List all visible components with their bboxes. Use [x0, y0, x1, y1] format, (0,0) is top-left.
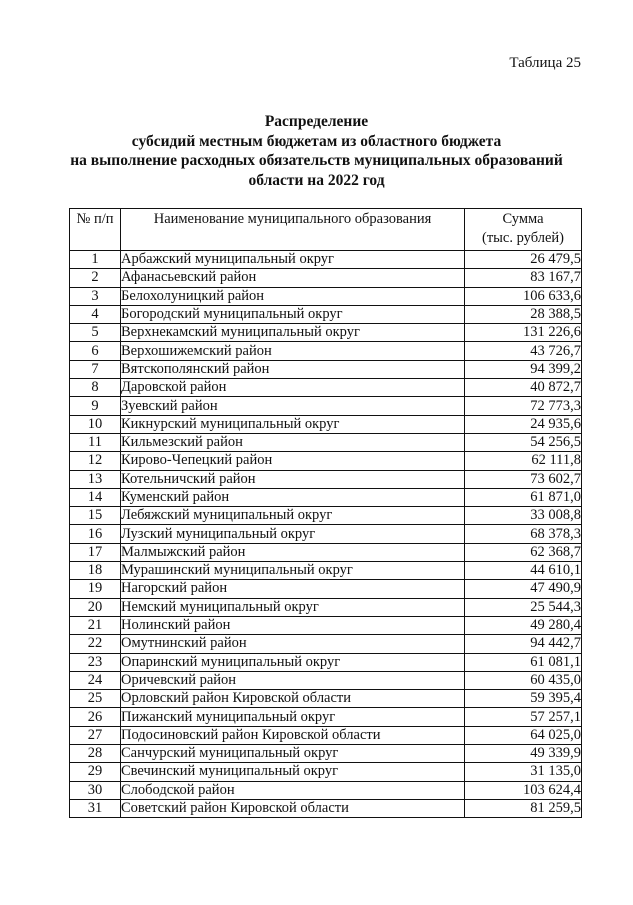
amount-cell: 131 226,6 [465, 324, 582, 342]
row-number-cell: 8 [70, 379, 121, 397]
table-row [70, 708, 582, 726]
amount-cell: 54 256,5 [465, 433, 582, 451]
row-number-cell: 20 [70, 598, 121, 616]
amount-cell: 83 167,7 [465, 269, 582, 287]
amount-cell: 28 388,5 [465, 305, 582, 323]
municipality-name-cell: Даровской район [121, 379, 465, 397]
table-row [70, 726, 582, 744]
title-line: Распределение [264, 113, 369, 130]
table-header-row [70, 209, 582, 251]
municipality-name-cell: Кирово-Чепецкий район [121, 452, 465, 470]
title-line: субсидий местным бюджетам из областного бюджета [131, 132, 502, 150]
amount-cell: 62 111,8 [465, 452, 582, 470]
municipality-name-cell: Лебяжский муниципальный округ [121, 507, 465, 525]
row-number-cell: 9 [70, 397, 121, 415]
row-number-cell: 21 [70, 616, 121, 634]
table-row [70, 598, 582, 616]
municipality-name-cell: Санчурский муниципальный округ [121, 745, 465, 763]
table-row [70, 324, 582, 342]
table-row [70, 525, 582, 543]
municipality-name-cell: Слободской район [121, 781, 465, 799]
row-number-cell: 17 [70, 543, 121, 561]
table-row [70, 251, 582, 269]
municipality-name-cell: Верхнекамский муниципальный округ [121, 324, 465, 342]
municipality-name-cell: Верхошижемский район [121, 342, 465, 360]
row-number-cell: 30 [70, 781, 121, 799]
row-number-cell: 15 [70, 507, 121, 525]
header-sum [465, 209, 582, 251]
municipality-name-cell: Кильмезский район [121, 433, 465, 451]
table-row [70, 433, 582, 451]
title-line: на выполнение расходных обязательств муниципальных образований [70, 152, 563, 169]
municipality-name-cell: Богородский муниципальный округ [121, 305, 465, 323]
amount-cell: 103 624,4 [465, 781, 582, 799]
amount-cell: 94 399,2 [465, 360, 582, 378]
table-row [70, 305, 582, 323]
title-line: области на 2022 год [248, 171, 385, 189]
municipality-name-cell: Афанасьевский район [121, 269, 465, 287]
row-number-cell: 29 [70, 763, 121, 781]
table-row [70, 781, 582, 799]
row-number-cell: 5 [70, 324, 121, 342]
row-number-cell: 25 [70, 690, 121, 708]
row-number-cell: 22 [70, 635, 121, 653]
table-row [70, 287, 582, 305]
table-row [70, 653, 582, 671]
header-sum-unit: (тыс. рублей) [482, 230, 564, 246]
table-number-label: Таблица 25 [509, 55, 581, 71]
municipality-name-cell: Свечинский муниципальный округ [121, 763, 465, 781]
row-number-cell: 4 [70, 305, 121, 323]
row-number-cell: 28 [70, 745, 121, 763]
amount-cell: 33 008,8 [465, 507, 582, 525]
table-row [70, 671, 582, 689]
row-number-cell: 24 [70, 671, 121, 689]
amount-cell: 43 726,7 [465, 342, 582, 360]
amount-cell: 44 610,1 [465, 562, 582, 580]
amount-cell: 57 257,1 [465, 708, 582, 726]
table-row [70, 470, 582, 488]
row-number-cell: 16 [70, 525, 121, 543]
header-name: Наименование муниципального образования [121, 209, 465, 251]
amount-cell: 64 025,0 [465, 726, 582, 744]
amount-cell: 61 871,0 [465, 488, 582, 506]
row-number-cell: 1 [70, 251, 121, 269]
row-number-cell: 13 [70, 470, 121, 488]
table-row [70, 580, 582, 598]
row-number-cell: 26 [70, 708, 121, 726]
amount-cell: 72 773,3 [465, 397, 582, 415]
table-row [70, 452, 582, 470]
municipality-name-cell: Омутнинский район [121, 635, 465, 653]
table-row [70, 562, 582, 580]
amount-cell: 59 395,4 [465, 690, 582, 708]
municipality-name-cell: Мурашинский муниципальный округ [121, 562, 465, 580]
amount-cell: 94 442,7 [465, 635, 582, 653]
table-row [70, 342, 582, 360]
row-number-cell: 10 [70, 415, 121, 433]
amount-cell: 47 490,9 [465, 580, 582, 598]
municipality-name-cell: Котельничский район [121, 470, 465, 488]
amount-cell: 60 435,0 [465, 671, 582, 689]
municipality-name-cell: Орловский район Кировской области [121, 690, 465, 708]
municipality-name-cell: Куменский район [121, 488, 465, 506]
amount-cell: 73 602,7 [465, 470, 582, 488]
amount-cell: 49 339,9 [465, 745, 582, 763]
table-row [70, 763, 582, 781]
row-number-cell: 3 [70, 287, 121, 305]
municipality-name-cell: Вятскополянский район [121, 360, 465, 378]
municipality-name-cell: Опаринский муниципальный округ [121, 653, 465, 671]
amount-cell: 61 081,1 [465, 653, 582, 671]
row-number-cell: 27 [70, 726, 121, 744]
table-row [70, 690, 582, 708]
amount-cell: 106 633,6 [465, 287, 582, 305]
table-row [70, 616, 582, 634]
amount-cell: 62 368,7 [465, 543, 582, 561]
municipality-name-cell: Советский район Кировской области [121, 799, 465, 817]
table-row [70, 799, 582, 817]
amount-cell: 40 872,7 [465, 379, 582, 397]
municipality-name-cell: Зуевский район [121, 397, 465, 415]
municipality-name-cell: Нолинский район [121, 616, 465, 634]
amount-cell: 81 259,5 [465, 799, 582, 817]
row-number-cell: 23 [70, 653, 121, 671]
table-row [70, 269, 582, 287]
municipality-name-cell: Лузский муниципальный округ [121, 525, 465, 543]
table-row [70, 745, 582, 763]
row-number-cell: 18 [70, 562, 121, 580]
row-number-cell: 12 [70, 452, 121, 470]
municipality-name-cell: Малмыжский район [121, 543, 465, 561]
row-number-cell: 6 [70, 342, 121, 360]
table-row [70, 397, 582, 415]
table-row [70, 488, 582, 506]
table-row [70, 507, 582, 525]
amount-cell: 24 935,6 [465, 415, 582, 433]
table-row [70, 635, 582, 653]
table-row [70, 415, 582, 433]
row-number-cell: 14 [70, 488, 121, 506]
document-title [0, 112, 633, 190]
row-number-cell: 19 [70, 580, 121, 598]
table-row [70, 379, 582, 397]
table-body [70, 251, 582, 818]
amount-cell: 49 280,4 [465, 616, 582, 634]
municipality-name-cell: Кикнурский муниципальный округ [121, 415, 465, 433]
row-number-cell: 7 [70, 360, 121, 378]
municipality-name-cell: Белохолуницкий район [121, 287, 465, 305]
header-sum-title: Сумма [502, 211, 544, 227]
amount-cell: 68 378,3 [465, 525, 582, 543]
row-number-cell: 11 [70, 433, 121, 451]
municipality-name-cell: Подосиновский район Кировской области [121, 726, 465, 744]
table-row [70, 360, 582, 378]
table-row [70, 543, 582, 561]
row-number-cell: 31 [70, 799, 121, 817]
subsidy-distribution-table [69, 208, 582, 818]
header-num: № п/п [70, 209, 121, 251]
municipality-name-cell: Пижанский муниципальный округ [121, 708, 465, 726]
municipality-name-cell: Оричевский район [121, 671, 465, 689]
amount-cell: 31 135,0 [465, 763, 582, 781]
municipality-name-cell: Нагорский район [121, 580, 465, 598]
amount-cell: 26 479,5 [465, 251, 582, 269]
row-number-cell: 2 [70, 269, 121, 287]
municipality-name-cell: Арбажский муниципальный округ [121, 251, 465, 269]
amount-cell: 25 544,3 [465, 598, 582, 616]
municipality-name-cell: Немский муниципальный округ [121, 598, 465, 616]
